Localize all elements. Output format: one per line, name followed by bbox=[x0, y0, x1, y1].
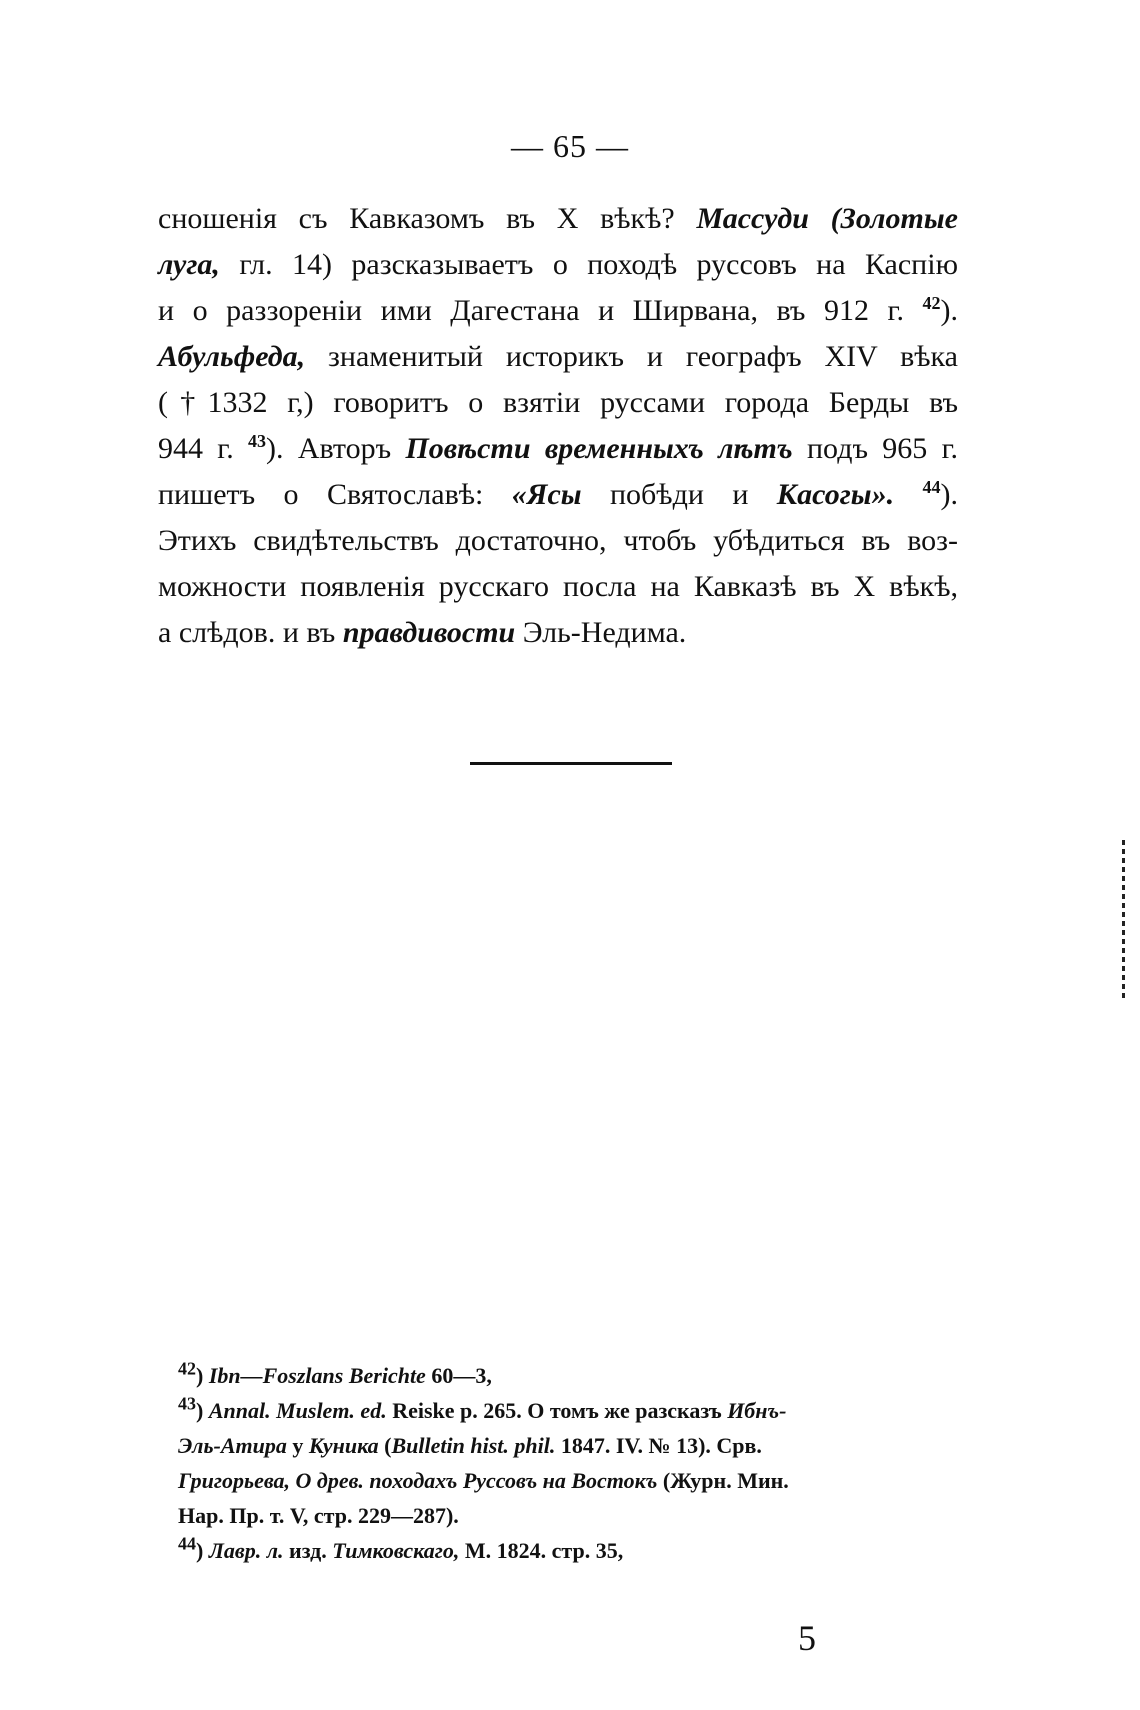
text-segment: Куника bbox=[308, 1433, 379, 1458]
text-segment: ) bbox=[196, 1363, 209, 1388]
page-number: — 65 — bbox=[511, 128, 629, 164]
text-segment: Нар. Пр. т. V, стр. 229—287). bbox=[178, 1503, 459, 1528]
text-segment: ) bbox=[196, 1538, 209, 1563]
signature-mark: 5 bbox=[798, 1618, 816, 1658]
text-segment: пишетъ о Святославѣ: bbox=[158, 478, 512, 511]
text-segment: Григорьева, О древ. походахъ Руссовъ на Востокъ bbox=[178, 1468, 658, 1493]
page-edge-mark bbox=[1122, 840, 1125, 1000]
text-segment: побѣди и bbox=[581, 478, 777, 511]
text-segment: «Ясы bbox=[511, 478, 582, 511]
text-segment: Абульфеда, bbox=[158, 340, 306, 373]
text-segment: ). bbox=[940, 294, 958, 327]
text-segment: Тимковскаго, bbox=[332, 1538, 460, 1563]
footnote-line bbox=[178, 1358, 964, 1393]
text-line bbox=[158, 610, 958, 656]
text-segment: луга, bbox=[158, 248, 220, 281]
text-segment: сношенія съ Кавказомъ въ X вѣкѣ? bbox=[158, 202, 697, 235]
text-segment: ( bbox=[378, 1433, 392, 1458]
text-segment: Annal. Muslem. ed. bbox=[208, 1398, 387, 1423]
text-line bbox=[158, 288, 958, 334]
footnote-ref: 43 bbox=[248, 431, 267, 451]
footnote-line bbox=[178, 1463, 964, 1498]
text-segment: Эль-Атира bbox=[178, 1433, 287, 1458]
text-segment: Ibn—Foszlans Berichte bbox=[208, 1363, 426, 1388]
text-segment: у bbox=[286, 1433, 309, 1458]
text-segment: и о раззореніи ими Дагестана и Ширвана, въ 912 г. bbox=[158, 294, 923, 327]
text-segment: Reiske p. 265. О томъ же разсказъ bbox=[386, 1398, 728, 1423]
text-segment: (Журн. Мин. bbox=[657, 1468, 789, 1493]
main-text bbox=[158, 196, 958, 656]
text-segment: можности появленія русскаго посла на Кавказѣ въ X вѣкѣ, bbox=[158, 570, 958, 603]
text-segment: Этихъ свидѣтельствъ достаточно, чтобъ убѣдиться въ воз- bbox=[158, 524, 958, 557]
text-segment: Касогы». bbox=[776, 478, 895, 511]
text-segment: (†1332 г,) говоритъ о взятіи руссами города Берды въ bbox=[158, 386, 958, 419]
text-line bbox=[158, 564, 958, 610]
text-line bbox=[158, 472, 958, 518]
text-line bbox=[158, 380, 958, 426]
text-segment: знаменитый историкъ и географъ XIV вѣка bbox=[305, 340, 958, 373]
footnote-ref: 43 bbox=[178, 1393, 196, 1414]
text-segment bbox=[894, 478, 922, 511]
text-segment: Массуди (Золотые bbox=[696, 202, 958, 235]
footnote-line bbox=[178, 1393, 964, 1428]
text-segment: гл. 14) разсказываетъ о походѣ руссовъ на Каспію bbox=[219, 248, 958, 281]
text-line bbox=[158, 242, 958, 288]
text-segment: изд. bbox=[283, 1538, 333, 1563]
text-segment: ). Авторъ bbox=[266, 432, 406, 465]
text-line bbox=[158, 334, 958, 380]
footnotes bbox=[178, 1358, 964, 1568]
text-segment: ) bbox=[196, 1398, 209, 1423]
footnote-ref: 42 bbox=[178, 1358, 196, 1379]
text-segment: 60—3, bbox=[425, 1363, 492, 1388]
text-segment: Эль-Недима. bbox=[515, 616, 687, 649]
text-segment: ). bbox=[940, 478, 958, 511]
section-rule bbox=[470, 762, 672, 765]
footnote-line bbox=[178, 1498, 964, 1533]
text-segment: Bulletin hist. phil. bbox=[391, 1433, 556, 1458]
text-segment: 1847. IV. № 13). Срв. bbox=[555, 1433, 762, 1458]
text-line bbox=[158, 426, 958, 472]
footnote-ref: 42 bbox=[922, 293, 941, 313]
text-segment: подъ 965 г. bbox=[792, 432, 958, 465]
text-segment: а слѣдов. и въ bbox=[158, 616, 343, 649]
text-segment: правдивости bbox=[342, 616, 516, 649]
text-segment: 944 г. bbox=[158, 432, 249, 465]
text-line bbox=[158, 196, 958, 242]
text-segment: Повѣсти временныхъ лѣтъ bbox=[405, 432, 793, 465]
text-segment: Ибнъ- bbox=[727, 1398, 787, 1423]
footnote-ref: 44 bbox=[178, 1533, 196, 1554]
footnote-line bbox=[178, 1533, 964, 1568]
text-segment: М. 1824. стр. 35, bbox=[459, 1538, 624, 1563]
footnote-ref: 44 bbox=[922, 477, 941, 497]
footnote-line bbox=[178, 1428, 964, 1463]
text-line bbox=[158, 518, 958, 564]
text-segment: Лавр. л. bbox=[208, 1538, 284, 1563]
